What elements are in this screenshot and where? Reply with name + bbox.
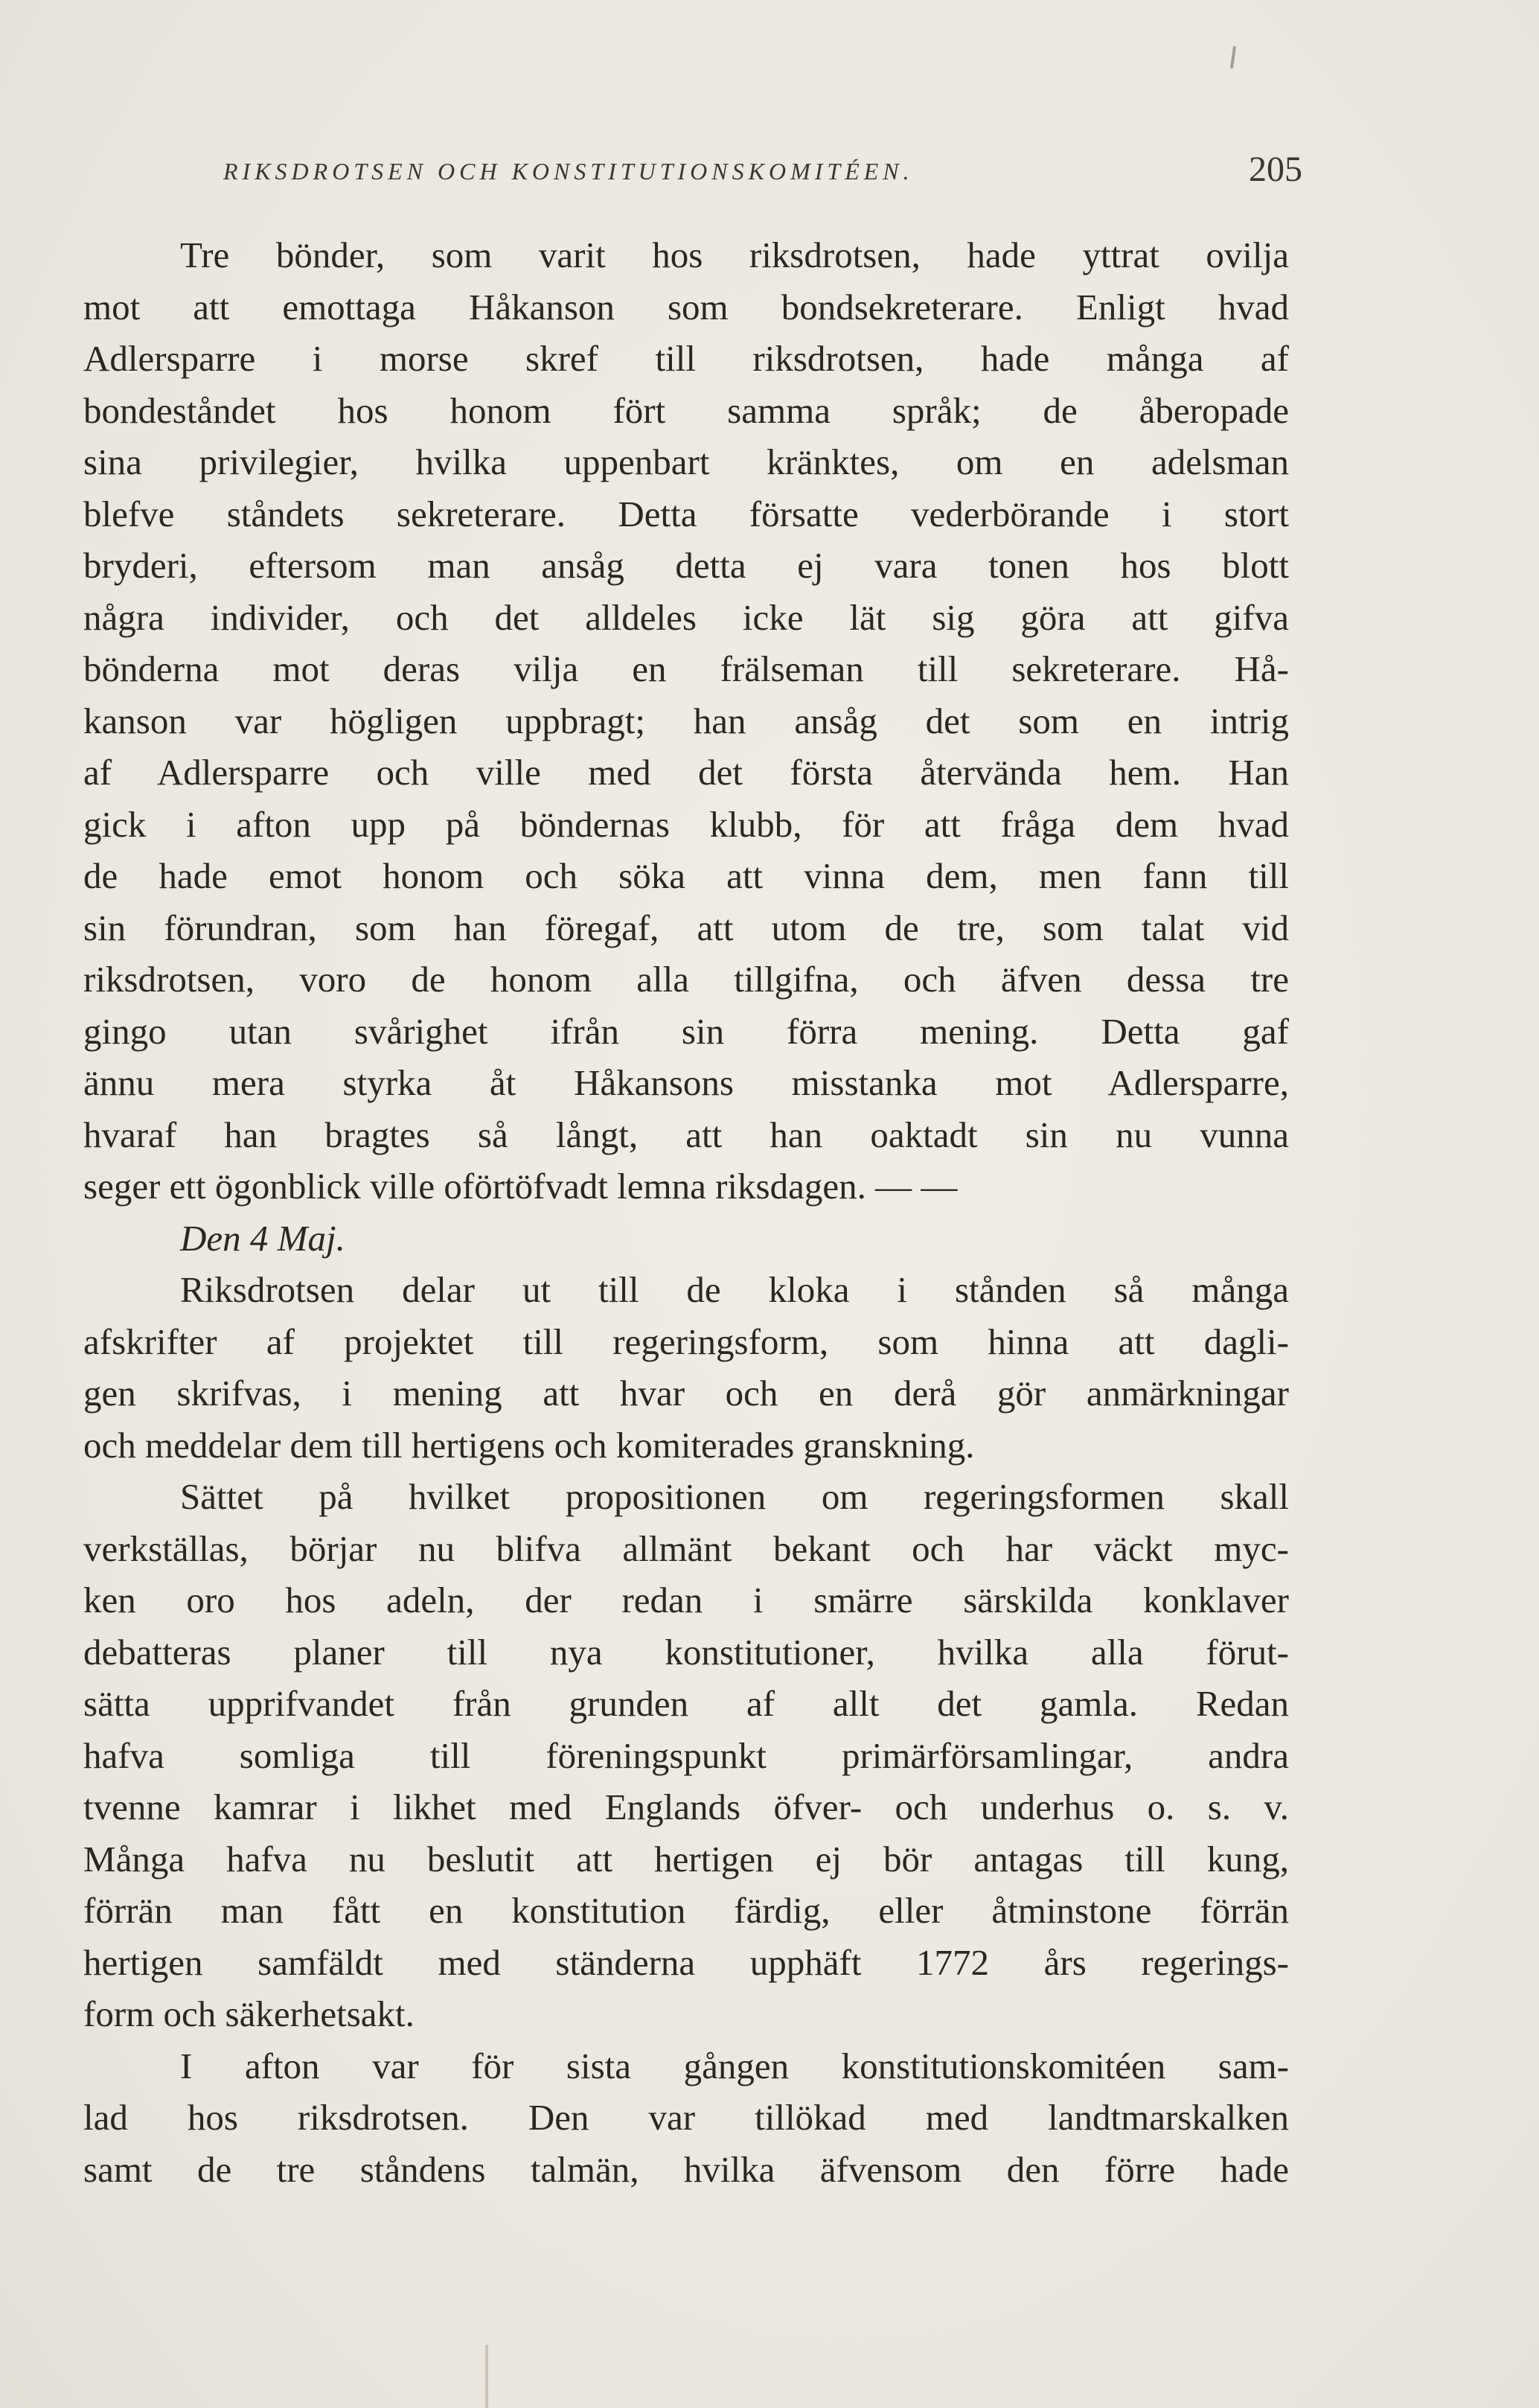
ink-speck: [1230, 46, 1236, 68]
text-line: ken oro hos adeln, der redan i smärre särskilda konklaver: [83, 1580, 1289, 1620]
text-line: sina privilegier, hvilka uppenbart kränktes, om en adelsman: [83, 441, 1289, 482]
text-line: sätta upprifvandet från grunden af allt det gamla. Redan: [83, 1683, 1289, 1724]
text-line: bönderna mot deras vilja en frälseman till sekreterare. Hå-: [83, 648, 1289, 689]
paragraph: [83, 1213, 1289, 1265]
text-line: I afton var för sista gången konstitutionskomitéen sam-: [180, 2045, 1289, 2086]
text-line: seger ett ögonblick ville oförtöfvadt lemna riksdagen. — —: [83, 1166, 958, 1207]
binding-mark: [485, 2345, 488, 2408]
text-line: Tre bönder, som varit hos riksdrotsen, hade yttrat ovilja: [180, 234, 1289, 275]
text-line: debatteras planer till nya konstitutioner, hvilka alla förut-: [83, 1631, 1289, 1673]
text-line: sin förundran, som han föregaf, att utom de tre, som talat vid: [83, 907, 1289, 948]
text-line: förrän man fått en konstitution färdig, eller åtminstone förrän: [83, 1890, 1289, 1931]
text-line: bondeståndet hos honom fört samma språk; de åberopade: [83, 389, 1289, 431]
text-line: lad hos riksdrotsen. Den var tillökad med landtmarskalken: [83, 2097, 1289, 2138]
text-line: några individer, och det alldeles icke lät sig göra att gifva: [83, 596, 1289, 638]
text-line: Riksdrotsen delar ut till de kloka i stånden så många: [180, 1269, 1289, 1310]
text-line: blefve ståndets sekreterare. Detta försatte vederbörande i stort: [83, 493, 1289, 534]
text-line: form och säkerhetsakt.: [83, 1993, 415, 2034]
text-line: hertigen samfäldt med ständerna upphäft 1772 års regerings-: [83, 1941, 1289, 1983]
text-line: bryderi, eftersom man ansåg detta ej vara tonen hos blott: [83, 545, 1289, 586]
text-line: hafva somliga till föreningspunkt primärförsamlingar, andra: [83, 1734, 1289, 1776]
text-line: de hade emot honom och söka att vinna dem, men fann till: [83, 855, 1289, 896]
text-line: ännu mera styrka åt Håkansons misstanka mot Adlersparre,: [83, 1062, 1289, 1103]
text-line: gick i afton upp på böndernas klubb, för att fråga dem hvad: [83, 803, 1289, 845]
text-line: kanson var högligen uppbragt; han ansåg det som en intrig: [83, 700, 1289, 741]
paragraph: [83, 229, 1289, 1213]
date-heading: Den 4 Maj.: [180, 1217, 345, 1259]
text-line: samt de tre ståndens talmän, hvilka äfvensom den förre hade: [83, 2148, 1289, 2190]
body-text: [83, 229, 1289, 2195]
text-line: Sättet på hvilket propositionen om regeringsformen skall: [180, 1476, 1289, 1517]
text-line: hvaraf han bragtes så långt, att han oaktadt sin nu vunna: [83, 1114, 1289, 1155]
paragraph: [83, 1264, 1289, 1471]
text-line: tvenne kamrar i likhet med Englands öfver- och underhus o. s. v.: [83, 1786, 1289, 1827]
text-line: mot att emottaga Håkanson som bondsekreterare. Enligt hvad: [83, 286, 1289, 328]
text-line: verkställas, börjar nu blifva allmänt bekant och har väckt myc-: [83, 1527, 1289, 1569]
text-line: och meddelar dem till hertigens och komiterades granskning.: [83, 1424, 975, 1466]
page-header: [223, 149, 1302, 201]
text-line: Adlersparre i morse skref till riksdrotsen, hade många af: [83, 338, 1289, 379]
text-line: Många hafva nu beslutit att hertigen ej bör antagas till kung,: [83, 1838, 1289, 1880]
text-line: riksdrotsen, voro de honom alla tillgifna, och äfven dessa tre: [83, 959, 1289, 1000]
running-head: RIKSDROTSEN OCH KONSTITUTIONSKOMITÉEN.: [223, 158, 914, 185]
text-line: gingo utan svårighet ifrån sin förra mening. Detta gaf: [83, 1010, 1289, 1052]
text-line: af Adlersparre och ville med det första återvända hem. Han: [83, 752, 1289, 793]
text-line: afskrifter af projektet till regeringsform, som hinna att dagli-: [83, 1320, 1289, 1362]
text-line: gen skrifvas, i mening att hvar och en derå gör anmärkningar: [83, 1373, 1289, 1414]
paragraph: [83, 2040, 1289, 2196]
paragraph: [83, 1471, 1289, 2040]
page-number: 205: [1249, 150, 1302, 189]
